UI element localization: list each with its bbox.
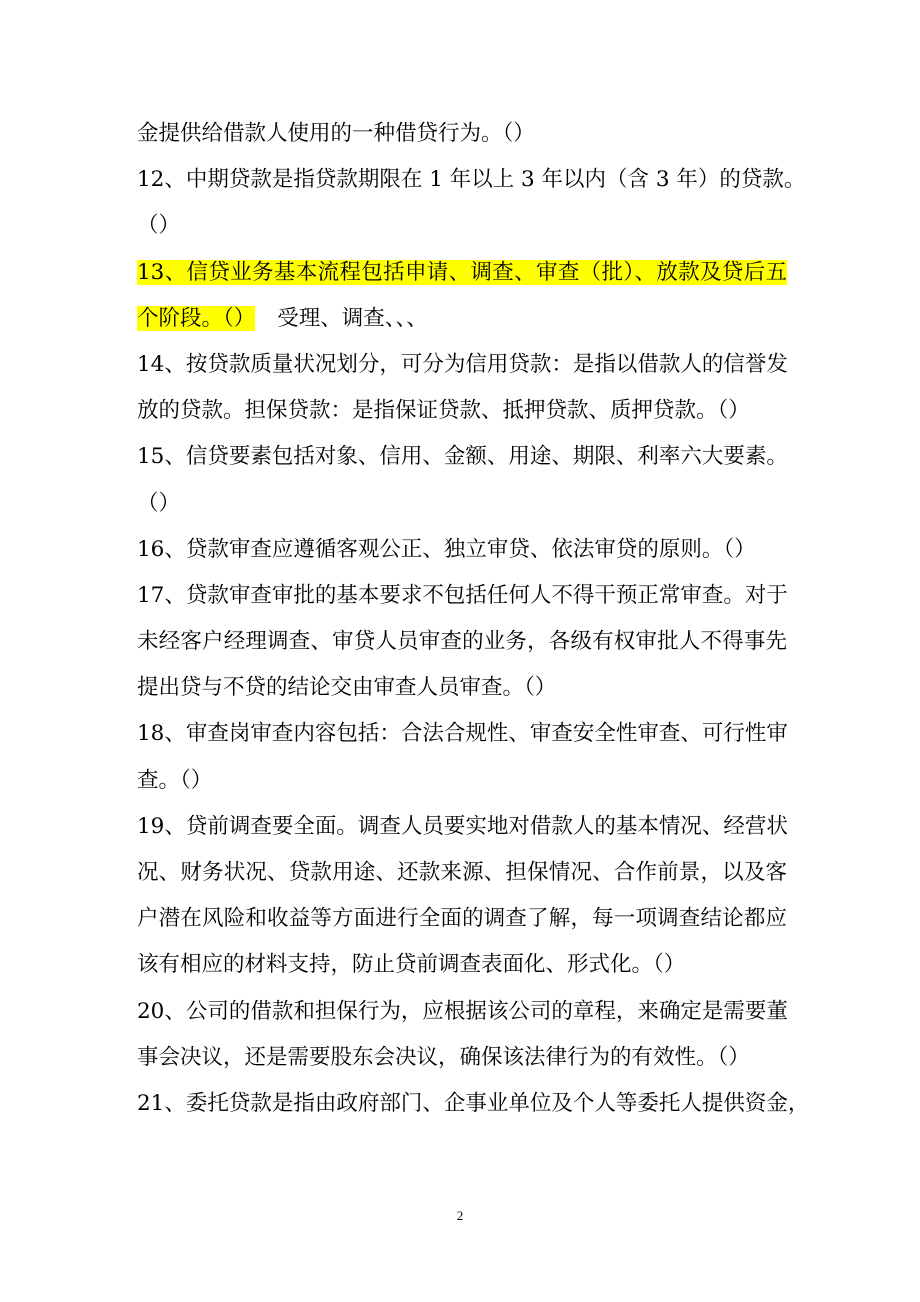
text-line: 放的贷款。担保贷款：是指保证贷款、抵押贷款、质押贷款。（） <box>137 398 750 424</box>
question-17: 17、贷款审查审批的基本要求不包括任何人不得干预正常审查。对于 <box>137 582 788 608</box>
handwritten-note: 受理、调查、、、 <box>277 305 428 331</box>
text-line: 金提供给借款人使用的一种借贷行为。（） <box>137 121 535 146</box>
question-15: 15、信贷要素包括对象、信用、金额、用途、期限、利率六大要素。 <box>137 444 788 470</box>
text-line: 况、财务状况、贷款用途、还款来源、担保情况、合作前景，以及客 <box>137 860 787 885</box>
text-line: 未经客户经理调查、审贷人员审查的业务，各级有权审批人不得事先 <box>137 629 787 655</box>
text-line: 该有相应的材料支持，防止贷前调查表面化、形式化。（） <box>137 952 686 978</box>
page-number: 2 <box>456 1208 464 1223</box>
question-21: 21、委托贷款是指由政府部门、企事业单位及个人等委托人提供资金， <box>137 1090 810 1116</box>
text-line: 事会决议，还是需要股东会决议，确保该法律行为的有效性。（） <box>137 1044 750 1070</box>
question-12: 12、中期贷款是指贷款期限在 1 年以上 3 年以内（含 3 年）的贷款。 <box>137 167 806 193</box>
text-line: 提出贷与不贷的结论交由审查人员审查。（） <box>137 675 557 701</box>
question-19: 19、贷前调查要全面。调查人员要实地对借款人的基本情况、经营状 <box>137 813 788 839</box>
text-line: 查。（） <box>137 767 213 793</box>
text-line <box>137 296 787 342</box>
question-20: 20、公司的借款和担保行为，应根据该公司的章程，来确定是需要董 <box>137 998 788 1024</box>
text-line: （） <box>137 490 181 516</box>
text-line: 户潜在风险和收益等方面进行全面的调查了解，每一项调查结论都应 <box>137 906 787 932</box>
question-14: 14、按贷款质量状况划分，可分为信用贷款：是指以借款人的信誉发 <box>137 351 788 377</box>
highlighted-text: 个阶段。（） <box>137 305 256 331</box>
question-18: 18、审查岗审查内容包括：合法合规性、审查安全性审查、可行性审 <box>137 721 788 747</box>
question-16: 16、贷款审查应遵循客观公正、独立审贷、依法审贷的原则。（） <box>137 536 756 562</box>
question-13 <box>137 250 787 296</box>
document-body <box>137 111 810 1127</box>
highlighted-text: 13、信贷业务基本流程包括申请、调查、审查（批）、放款及贷后五 <box>137 259 787 285</box>
text-line: （） <box>137 213 181 239</box>
